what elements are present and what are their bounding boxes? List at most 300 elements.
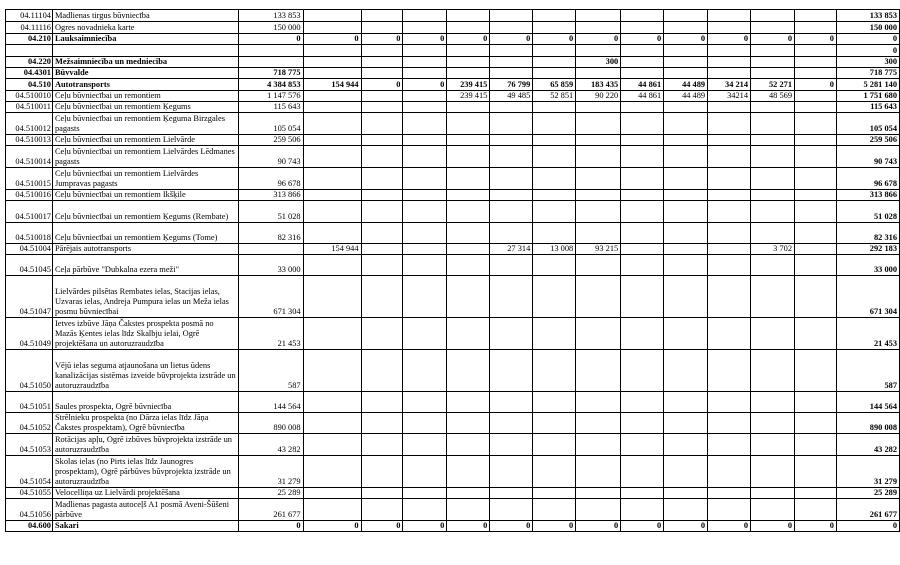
row-name-cell[interactable]: Ogres novadnieka karte bbox=[52, 22, 238, 34]
value-cell-5[interactable]: 0 bbox=[447, 34, 490, 45]
value-cell-8[interactable]: 90 220 bbox=[576, 91, 621, 102]
value-cell-5[interactable] bbox=[447, 413, 490, 434]
value-cell-1[interactable]: 144 564 bbox=[238, 392, 303, 413]
value-cell-8[interactable]: 93 215 bbox=[576, 244, 621, 255]
value-cell-8[interactable]: 0 bbox=[576, 521, 621, 532]
value-cell-2[interactable] bbox=[303, 413, 361, 434]
row-total-cell[interactable]: 1 751 680 bbox=[836, 91, 899, 102]
value-cell-10[interactable] bbox=[664, 190, 708, 201]
row-total-cell[interactable]: 890 008 bbox=[836, 413, 899, 434]
value-cell-1[interactable]: 587 bbox=[238, 350, 303, 392]
value-cell-1[interactable]: 718 775 bbox=[238, 68, 303, 79]
value-cell-1[interactable] bbox=[238, 244, 303, 255]
value-cell-1[interactable]: 21 453 bbox=[238, 318, 303, 350]
row-total-cell[interactable]: 82 316 bbox=[836, 223, 899, 244]
row-code-cell[interactable]: 04.220 bbox=[6, 57, 53, 68]
value-cell-10[interactable]: 44 489 bbox=[664, 79, 708, 91]
value-cell-1[interactable]: 259 506 bbox=[238, 135, 303, 146]
value-cell-3[interactable] bbox=[361, 456, 403, 488]
value-cell-6[interactable] bbox=[490, 57, 533, 68]
value-cell-3[interactable] bbox=[361, 190, 403, 201]
row-name-cell[interactable]: Mežsaimniecība un medniecība bbox=[52, 57, 238, 68]
row-total-cell[interactable]: 90 743 bbox=[836, 146, 899, 168]
value-cell-9[interactable] bbox=[621, 255, 664, 276]
row-total-cell[interactable]: 96 678 bbox=[836, 168, 899, 190]
value-cell-9[interactable] bbox=[621, 318, 664, 350]
row-name-cell[interactable]: Ceļu būvniecībai un remontiem Lielvārdes Jumpravas pagasts bbox=[52, 168, 238, 190]
row-code-cell[interactable]: 04.510010 bbox=[6, 91, 53, 102]
value-cell-9[interactable] bbox=[621, 350, 664, 392]
value-cell-6[interactable]: 0 bbox=[490, 34, 533, 45]
value-cell-10[interactable]: 0 bbox=[664, 34, 708, 45]
value-cell-5[interactable]: 239 415 bbox=[447, 79, 490, 91]
value-cell-2[interactable] bbox=[303, 434, 361, 456]
value-cell-6[interactable] bbox=[490, 350, 533, 392]
value-cell-5[interactable] bbox=[447, 456, 490, 488]
value-cell-5[interactable] bbox=[447, 244, 490, 255]
value-cell-6[interactable]: 27 314 bbox=[490, 244, 533, 255]
value-cell-10[interactable] bbox=[664, 113, 708, 135]
value-cell-8[interactable] bbox=[576, 413, 621, 434]
value-cell-3[interactable] bbox=[361, 57, 403, 68]
value-cell-9[interactable] bbox=[621, 168, 664, 190]
value-cell-12[interactable] bbox=[751, 68, 795, 79]
value-cell-5[interactable] bbox=[447, 499, 490, 521]
row-code-cell[interactable]: 04.510016 bbox=[6, 190, 53, 201]
row-name-cell[interactable]: Lauksaimniecība bbox=[52, 34, 238, 45]
value-cell-4[interactable]: 0 bbox=[403, 521, 447, 532]
row-code-cell[interactable]: 04.4301 bbox=[6, 68, 53, 79]
value-cell-7[interactable] bbox=[533, 68, 576, 79]
value-cell-1[interactable]: 0 bbox=[238, 521, 303, 532]
row-code-cell[interactable]: 04.510 bbox=[6, 79, 53, 91]
row-total-cell[interactable]: 261 677 bbox=[836, 499, 899, 521]
row-total-cell[interactable]: 144 564 bbox=[836, 392, 899, 413]
value-cell-10[interactable] bbox=[664, 318, 708, 350]
row-code-cell[interactable]: 04.210 bbox=[6, 34, 53, 45]
value-cell-7[interactable] bbox=[533, 499, 576, 521]
value-cell-2[interactable]: 154 944 bbox=[303, 244, 361, 255]
value-cell-7[interactable] bbox=[533, 201, 576, 223]
value-cell-13[interactable] bbox=[795, 244, 837, 255]
value-cell-11[interactable] bbox=[708, 201, 751, 223]
value-cell-4[interactable] bbox=[403, 102, 447, 113]
row-code-cell[interactable]: 04.11104 bbox=[6, 10, 53, 22]
row-name-cell[interactable]: Saules prospekta, Ogrē būvniecība bbox=[52, 392, 238, 413]
value-cell-11[interactable] bbox=[708, 255, 751, 276]
value-cell-7[interactable] bbox=[533, 488, 576, 499]
value-cell-8[interactable] bbox=[576, 113, 621, 135]
value-cell-1[interactable]: 4 384 853 bbox=[238, 79, 303, 91]
value-cell-11[interactable] bbox=[708, 350, 751, 392]
row-code-cell[interactable]: 04.51050 bbox=[6, 350, 53, 392]
value-cell-4[interactable] bbox=[403, 146, 447, 168]
row-name-cell[interactable]: Ceļu būvniecībai un remontiem Ķegums bbox=[52, 102, 238, 113]
value-cell-5[interactable] bbox=[447, 168, 490, 190]
row-name-cell[interactable]: Skolas ielas (no Pirts ielas līdz Jaunogres prospektam), Ogrē pārbūves būvprojekta izstrāde un autoruzraudzība bbox=[52, 456, 238, 488]
value-cell-13[interactable] bbox=[795, 413, 837, 434]
value-cell-13[interactable] bbox=[795, 91, 837, 102]
value-cell-3[interactable] bbox=[361, 276, 403, 318]
value-cell-11[interactable] bbox=[708, 57, 751, 68]
value-cell-11[interactable] bbox=[708, 276, 751, 318]
value-cell-5[interactable] bbox=[447, 350, 490, 392]
row-code-cell[interactable]: 04.11116 bbox=[6, 22, 53, 34]
value-cell-5[interactable] bbox=[447, 68, 490, 79]
value-cell-6[interactable] bbox=[490, 499, 533, 521]
value-cell-13[interactable] bbox=[795, 190, 837, 201]
row-name-cell[interactable]: Ceļu būvniecībai un remontiem Ķegums (Rembate) bbox=[52, 201, 238, 223]
value-cell-2[interactable] bbox=[303, 22, 361, 34]
value-cell-3[interactable] bbox=[361, 255, 403, 276]
value-cell-2[interactable]: 154 944 bbox=[303, 79, 361, 91]
value-cell-8[interactable] bbox=[576, 318, 621, 350]
value-cell-7[interactable] bbox=[533, 413, 576, 434]
value-cell-10[interactable] bbox=[664, 223, 708, 244]
value-cell-8[interactable]: 0 bbox=[576, 34, 621, 45]
value-cell-2[interactable] bbox=[303, 91, 361, 102]
value-cell-7[interactable] bbox=[533, 113, 576, 135]
value-cell-12[interactable] bbox=[751, 57, 795, 68]
value-cell-12[interactable]: 52 271 bbox=[751, 79, 795, 91]
value-cell-1[interactable]: 31 279 bbox=[238, 456, 303, 488]
value-cell-6[interactable] bbox=[490, 168, 533, 190]
row-name-cell[interactable]: Ietves izbūve Jāņa Čakstes prospekta posmā no Mazās Ķentes ielas līdz Skalbju ielai, Ogrē projektēšana un autoruzraudzība bbox=[52, 318, 238, 350]
value-cell-2[interactable] bbox=[303, 168, 361, 190]
row-total-cell[interactable]: 43 282 bbox=[836, 434, 899, 456]
value-cell-7[interactable] bbox=[533, 22, 576, 34]
row-total-cell[interactable]: 0 bbox=[836, 521, 899, 532]
value-cell-5[interactable] bbox=[447, 488, 490, 499]
value-cell-7[interactable] bbox=[533, 57, 576, 68]
value-cell-2[interactable]: 0 bbox=[303, 521, 361, 532]
value-cell-8[interactable] bbox=[576, 350, 621, 392]
value-cell-13[interactable] bbox=[795, 113, 837, 135]
value-cell-4[interactable]: 0 bbox=[403, 34, 447, 45]
value-cell-11[interactable]: 34214 bbox=[708, 91, 751, 102]
value-cell-1[interactable]: 96 678 bbox=[238, 168, 303, 190]
value-cell-7[interactable] bbox=[533, 392, 576, 413]
value-cell-1[interactable]: 890 008 bbox=[238, 413, 303, 434]
value-cell-3[interactable] bbox=[361, 102, 403, 113]
value-cell-1[interactable]: 133 853 bbox=[238, 10, 303, 22]
value-cell-7[interactable] bbox=[533, 168, 576, 190]
value-cell-1[interactable]: 261 677 bbox=[238, 499, 303, 521]
value-cell-10[interactable] bbox=[664, 10, 708, 22]
value-cell-12[interactable] bbox=[751, 113, 795, 135]
value-cell-10[interactable] bbox=[664, 102, 708, 113]
value-cell-8[interactable] bbox=[576, 45, 621, 57]
value-cell-8[interactable] bbox=[576, 135, 621, 146]
value-cell-11[interactable]: 34 214 bbox=[708, 79, 751, 91]
value-cell-5[interactable] bbox=[447, 102, 490, 113]
value-cell-3[interactable] bbox=[361, 91, 403, 102]
value-cell-5[interactable] bbox=[447, 22, 490, 34]
value-cell-4[interactable] bbox=[403, 190, 447, 201]
value-cell-2[interactable] bbox=[303, 102, 361, 113]
value-cell-9[interactable] bbox=[621, 190, 664, 201]
value-cell-3[interactable] bbox=[361, 413, 403, 434]
value-cell-13[interactable] bbox=[795, 135, 837, 146]
row-code-cell[interactable]: 04.510012 bbox=[6, 113, 53, 135]
value-cell-6[interactable] bbox=[490, 102, 533, 113]
value-cell-4[interactable] bbox=[403, 499, 447, 521]
value-cell-13[interactable] bbox=[795, 57, 837, 68]
value-cell-1[interactable] bbox=[238, 57, 303, 68]
value-cell-8[interactable] bbox=[576, 255, 621, 276]
value-cell-10[interactable] bbox=[664, 255, 708, 276]
value-cell-10[interactable] bbox=[664, 350, 708, 392]
value-cell-3[interactable] bbox=[361, 223, 403, 244]
value-cell-11[interactable] bbox=[708, 244, 751, 255]
value-cell-2[interactable] bbox=[303, 276, 361, 318]
value-cell-12[interactable] bbox=[751, 135, 795, 146]
row-total-cell[interactable]: 25 289 bbox=[836, 488, 899, 499]
value-cell-4[interactable] bbox=[403, 392, 447, 413]
value-cell-13[interactable] bbox=[795, 68, 837, 79]
value-cell-7[interactable]: 65 859 bbox=[533, 79, 576, 91]
value-cell-13[interactable]: 0 bbox=[795, 79, 837, 91]
row-name-cell[interactable]: Ceļu būvniecībai un remontiem bbox=[52, 91, 238, 102]
value-cell-2[interactable] bbox=[303, 488, 361, 499]
value-cell-8[interactable] bbox=[576, 168, 621, 190]
value-cell-8[interactable] bbox=[576, 276, 621, 318]
value-cell-13[interactable] bbox=[795, 201, 837, 223]
value-cell-10[interactable] bbox=[664, 57, 708, 68]
value-cell-9[interactable] bbox=[621, 68, 664, 79]
value-cell-1[interactable]: 115 643 bbox=[238, 102, 303, 113]
row-name-cell[interactable]: Madlienas pagasta autoceļš A1 posmā Aveni-Šūšeni pārbūve bbox=[52, 499, 238, 521]
value-cell-5[interactable] bbox=[447, 434, 490, 456]
value-cell-2[interactable] bbox=[303, 255, 361, 276]
row-name-cell[interactable]: Ceļa pārbūve "Dubkalna ezera meži" bbox=[52, 255, 238, 276]
row-total-cell[interactable]: 313 866 bbox=[836, 190, 899, 201]
value-cell-7[interactable]: 0 bbox=[533, 521, 576, 532]
value-cell-11[interactable] bbox=[708, 168, 751, 190]
value-cell-12[interactable] bbox=[751, 456, 795, 488]
value-cell-3[interactable] bbox=[361, 434, 403, 456]
value-cell-2[interactable] bbox=[303, 201, 361, 223]
value-cell-9[interactable] bbox=[621, 102, 664, 113]
value-cell-11[interactable] bbox=[708, 45, 751, 57]
value-cell-7[interactable] bbox=[533, 10, 576, 22]
row-total-cell[interactable]: 105 054 bbox=[836, 113, 899, 135]
value-cell-13[interactable] bbox=[795, 318, 837, 350]
value-cell-5[interactable] bbox=[447, 318, 490, 350]
value-cell-11[interactable] bbox=[708, 434, 751, 456]
value-cell-8[interactable] bbox=[576, 22, 621, 34]
value-cell-12[interactable] bbox=[751, 102, 795, 113]
value-cell-10[interactable] bbox=[664, 45, 708, 57]
value-cell-13[interactable] bbox=[795, 276, 837, 318]
row-total-cell[interactable]: 0 bbox=[836, 34, 899, 45]
value-cell-11[interactable] bbox=[708, 392, 751, 413]
value-cell-11[interactable] bbox=[708, 10, 751, 22]
value-cell-1[interactable]: 313 866 bbox=[238, 190, 303, 201]
value-cell-6[interactable] bbox=[490, 434, 533, 456]
value-cell-8[interactable] bbox=[576, 68, 621, 79]
value-cell-5[interactable] bbox=[447, 135, 490, 146]
value-cell-6[interactable] bbox=[490, 146, 533, 168]
value-cell-2[interactable] bbox=[303, 10, 361, 22]
value-cell-9[interactable] bbox=[621, 10, 664, 22]
value-cell-10[interactable] bbox=[664, 434, 708, 456]
value-cell-11[interactable] bbox=[708, 68, 751, 79]
row-code-cell[interactable]: 04.51055 bbox=[6, 488, 53, 499]
row-name-cell[interactable]: Strēlnieku prospekta (no Dārza ielas līdz Jāņa Čakstes prospektam), Ogrē būvniecība bbox=[52, 413, 238, 434]
value-cell-7[interactable]: 13 008 bbox=[533, 244, 576, 255]
row-code-cell[interactable] bbox=[6, 45, 53, 57]
value-cell-9[interactable]: 44 861 bbox=[621, 79, 664, 91]
value-cell-12[interactable] bbox=[751, 201, 795, 223]
value-cell-2[interactable] bbox=[303, 146, 361, 168]
value-cell-11[interactable] bbox=[708, 456, 751, 488]
row-code-cell[interactable]: 04.51052 bbox=[6, 413, 53, 434]
value-cell-12[interactable] bbox=[751, 350, 795, 392]
value-cell-8[interactable] bbox=[576, 456, 621, 488]
value-cell-1[interactable]: 33 000 bbox=[238, 255, 303, 276]
value-cell-8[interactable] bbox=[576, 223, 621, 244]
value-cell-7[interactable] bbox=[533, 255, 576, 276]
row-code-cell[interactable]: 04.600 bbox=[6, 521, 53, 532]
value-cell-5[interactable] bbox=[447, 201, 490, 223]
value-cell-4[interactable] bbox=[403, 91, 447, 102]
value-cell-8[interactable] bbox=[576, 190, 621, 201]
value-cell-13[interactable] bbox=[795, 22, 837, 34]
value-cell-7[interactable]: 52 851 bbox=[533, 91, 576, 102]
value-cell-9[interactable]: 44 861 bbox=[621, 91, 664, 102]
value-cell-6[interactable] bbox=[490, 413, 533, 434]
value-cell-7[interactable] bbox=[533, 276, 576, 318]
value-cell-10[interactable] bbox=[664, 276, 708, 318]
value-cell-12[interactable] bbox=[751, 499, 795, 521]
value-cell-9[interactable] bbox=[621, 499, 664, 521]
row-name-cell[interactable]: Velocelliņa uz Lielvārdi projektēšana bbox=[52, 488, 238, 499]
value-cell-11[interactable] bbox=[708, 190, 751, 201]
value-cell-13[interactable] bbox=[795, 488, 837, 499]
value-cell-13[interactable] bbox=[795, 45, 837, 57]
value-cell-3[interactable] bbox=[361, 146, 403, 168]
value-cell-1[interactable] bbox=[238, 45, 303, 57]
value-cell-7[interactable] bbox=[533, 190, 576, 201]
value-cell-10[interactable]: 44 489 bbox=[664, 91, 708, 102]
row-code-cell[interactable]: 04.51004 bbox=[6, 244, 53, 255]
value-cell-6[interactable] bbox=[490, 456, 533, 488]
row-total-cell[interactable]: 0 bbox=[836, 45, 899, 57]
value-cell-10[interactable] bbox=[664, 135, 708, 146]
value-cell-6[interactable] bbox=[490, 45, 533, 57]
value-cell-9[interactable] bbox=[621, 276, 664, 318]
value-cell-3[interactable] bbox=[361, 318, 403, 350]
value-cell-9[interactable] bbox=[621, 135, 664, 146]
value-cell-10[interactable] bbox=[664, 413, 708, 434]
value-cell-4[interactable] bbox=[403, 318, 447, 350]
value-cell-4[interactable] bbox=[403, 57, 447, 68]
row-name-cell[interactable]: Būvvalde bbox=[52, 68, 238, 79]
value-cell-10[interactable]: 0 bbox=[664, 521, 708, 532]
value-cell-3[interactable] bbox=[361, 10, 403, 22]
value-cell-6[interactable] bbox=[490, 190, 533, 201]
value-cell-8[interactable] bbox=[576, 146, 621, 168]
row-total-cell[interactable]: 587 bbox=[836, 350, 899, 392]
value-cell-6[interactable] bbox=[490, 113, 533, 135]
value-cell-3[interactable]: 0 bbox=[361, 521, 403, 532]
value-cell-8[interactable] bbox=[576, 434, 621, 456]
value-cell-2[interactable] bbox=[303, 499, 361, 521]
value-cell-3[interactable] bbox=[361, 168, 403, 190]
value-cell-1[interactable]: 0 bbox=[238, 34, 303, 45]
value-cell-4[interactable] bbox=[403, 135, 447, 146]
value-cell-9[interactable] bbox=[621, 456, 664, 488]
value-cell-13[interactable] bbox=[795, 146, 837, 168]
value-cell-3[interactable] bbox=[361, 488, 403, 499]
value-cell-12[interactable] bbox=[751, 168, 795, 190]
value-cell-11[interactable] bbox=[708, 22, 751, 34]
value-cell-7[interactable] bbox=[533, 318, 576, 350]
value-cell-9[interactable]: 0 bbox=[621, 34, 664, 45]
value-cell-4[interactable] bbox=[403, 113, 447, 135]
value-cell-10[interactable] bbox=[664, 68, 708, 79]
value-cell-13[interactable] bbox=[795, 392, 837, 413]
value-cell-11[interactable] bbox=[708, 499, 751, 521]
value-cell-3[interactable] bbox=[361, 392, 403, 413]
row-total-cell[interactable]: 21 453 bbox=[836, 318, 899, 350]
value-cell-3[interactable]: 0 bbox=[361, 34, 403, 45]
row-total-cell[interactable]: 31 279 bbox=[836, 456, 899, 488]
value-cell-2[interactable] bbox=[303, 223, 361, 244]
row-name-cell[interactable]: Madlienas tirgus būvniecība bbox=[52, 10, 238, 22]
value-cell-2[interactable]: 0 bbox=[303, 34, 361, 45]
value-cell-8[interactable]: 183 435 bbox=[576, 79, 621, 91]
value-cell-3[interactable] bbox=[361, 350, 403, 392]
value-cell-9[interactable] bbox=[621, 201, 664, 223]
value-cell-10[interactable] bbox=[664, 456, 708, 488]
value-cell-1[interactable]: 105 054 bbox=[238, 113, 303, 135]
value-cell-10[interactable] bbox=[664, 392, 708, 413]
value-cell-12[interactable] bbox=[751, 10, 795, 22]
value-cell-7[interactable] bbox=[533, 45, 576, 57]
row-code-cell[interactable]: 04.510011 bbox=[6, 102, 53, 113]
row-total-cell[interactable]: 51 028 bbox=[836, 201, 899, 223]
value-cell-13[interactable]: 0 bbox=[795, 34, 837, 45]
value-cell-11[interactable]: 0 bbox=[708, 521, 751, 532]
value-cell-2[interactable] bbox=[303, 318, 361, 350]
value-cell-4[interactable] bbox=[403, 413, 447, 434]
value-cell-2[interactable] bbox=[303, 113, 361, 135]
value-cell-9[interactable] bbox=[621, 392, 664, 413]
value-cell-11[interactable] bbox=[708, 488, 751, 499]
row-name-cell[interactable] bbox=[52, 45, 238, 57]
value-cell-9[interactable] bbox=[621, 413, 664, 434]
row-total-cell[interactable]: 133 853 bbox=[836, 10, 899, 22]
value-cell-3[interactable] bbox=[361, 135, 403, 146]
value-cell-3[interactable] bbox=[361, 68, 403, 79]
row-code-cell[interactable]: 04.510017 bbox=[6, 201, 53, 223]
value-cell-9[interactable] bbox=[621, 22, 664, 34]
row-name-cell[interactable]: Vējū ielas seguma atjaunošana un lietus ūdens kanalizācijas sistēmas izveide būvprojekta izstrāde un autoruzraudzība bbox=[52, 350, 238, 392]
value-cell-7[interactable] bbox=[533, 434, 576, 456]
row-code-cell[interactable]: 04.51049 bbox=[6, 318, 53, 350]
row-code-cell[interactable]: 04.51053 bbox=[6, 434, 53, 456]
row-total-cell[interactable]: 718 775 bbox=[836, 68, 899, 79]
value-cell-12[interactable]: 0 bbox=[751, 521, 795, 532]
value-cell-3[interactable] bbox=[361, 244, 403, 255]
value-cell-6[interactable] bbox=[490, 135, 533, 146]
value-cell-11[interactable] bbox=[708, 102, 751, 113]
value-cell-6[interactable]: 0 bbox=[490, 521, 533, 532]
value-cell-8[interactable] bbox=[576, 488, 621, 499]
value-cell-1[interactable]: 150 000 bbox=[238, 22, 303, 34]
